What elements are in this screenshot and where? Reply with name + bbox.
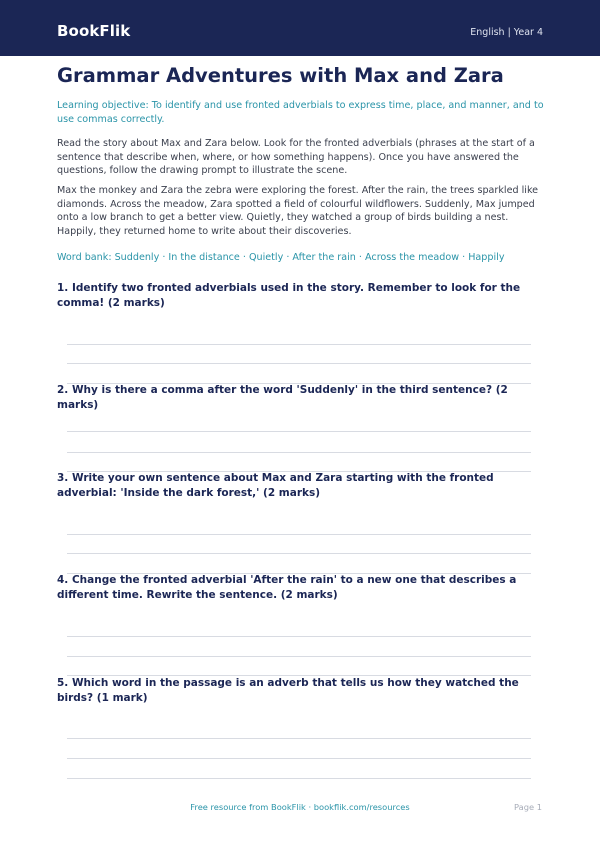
question-5: 5. Which word in the passage is an adverb that tells us how they watched the birds? (1 mark) — [57, 677, 519, 704]
answer-line[interactable] — [67, 363, 531, 364]
learning-objective: Learning objective: To identify and use fronted adverbials to express time, place, and manner, and to use commas correctly. — [57, 100, 544, 125]
brand-logo[interactable]: BookFlik — [57, 22, 131, 40]
answer-line[interactable] — [67, 553, 531, 554]
question-2: 2. Why is there a comma after the word 'Suddenly' in the third sentence? (2 marks) — [57, 384, 508, 411]
footer-resource-link[interactable]: Free resource from BookFlik · bookflik.com/resources — [190, 802, 410, 812]
page-number: Page 1 — [513, 802, 542, 812]
answer-line[interactable] — [67, 738, 531, 739]
answer-line[interactable] — [67, 534, 531, 535]
answer-line[interactable] — [67, 656, 531, 657]
answer-line[interactable] — [67, 758, 531, 759]
question-3: 3. Write your own sentence about Max and Zara starting with the fronted adverbial: 'Inside the dark forest,' (2 marks) — [57, 472, 494, 499]
intro-paragraph: Read the story about Max and Zara below. Look for the fronted adverbials (phrases at the start of a sentence that describe when, where, or how something happens). Once you have answered the questions, follow the drawing prompt to illustrate the scene. — [57, 138, 535, 176]
answer-line[interactable] — [67, 344, 531, 345]
word-bank: Word bank: Suddenly · In the distance · Quietly · After the rain · Across the meadow · Happily — [57, 252, 505, 263]
answer-line[interactable] — [67, 452, 531, 453]
answer-line[interactable] — [67, 431, 531, 432]
story-paragraph: Max the monkey and Zara the zebra were exploring the forest. After the rain, the trees sparkled like diamonds. Across the meadow, Zara spotted a field of colourful wildflowers. Suddenly, Max jumped onto a low branch to get a better view. Quietly, they watched a group of birds building a nest. Happily, they returned home to write about their discoveries. — [57, 185, 539, 237]
subject-year-label: English | Year 4 — [470, 27, 543, 38]
answer-line[interactable] — [67, 636, 531, 637]
page-title: Grammar Adventures with Max and Zara — [57, 64, 504, 87]
header-bar — [0, 0, 600, 56]
answer-line[interactable] — [67, 778, 531, 779]
question-1: 1. Identify two fronted adverbials used in the story. Remember to look for the comma! (2 marks) — [57, 282, 521, 309]
question-4: 4. Change the fronted adverbial 'After the rain' to a new one that describes a different time. Rewrite the sentence. (2 marks) — [57, 574, 517, 601]
